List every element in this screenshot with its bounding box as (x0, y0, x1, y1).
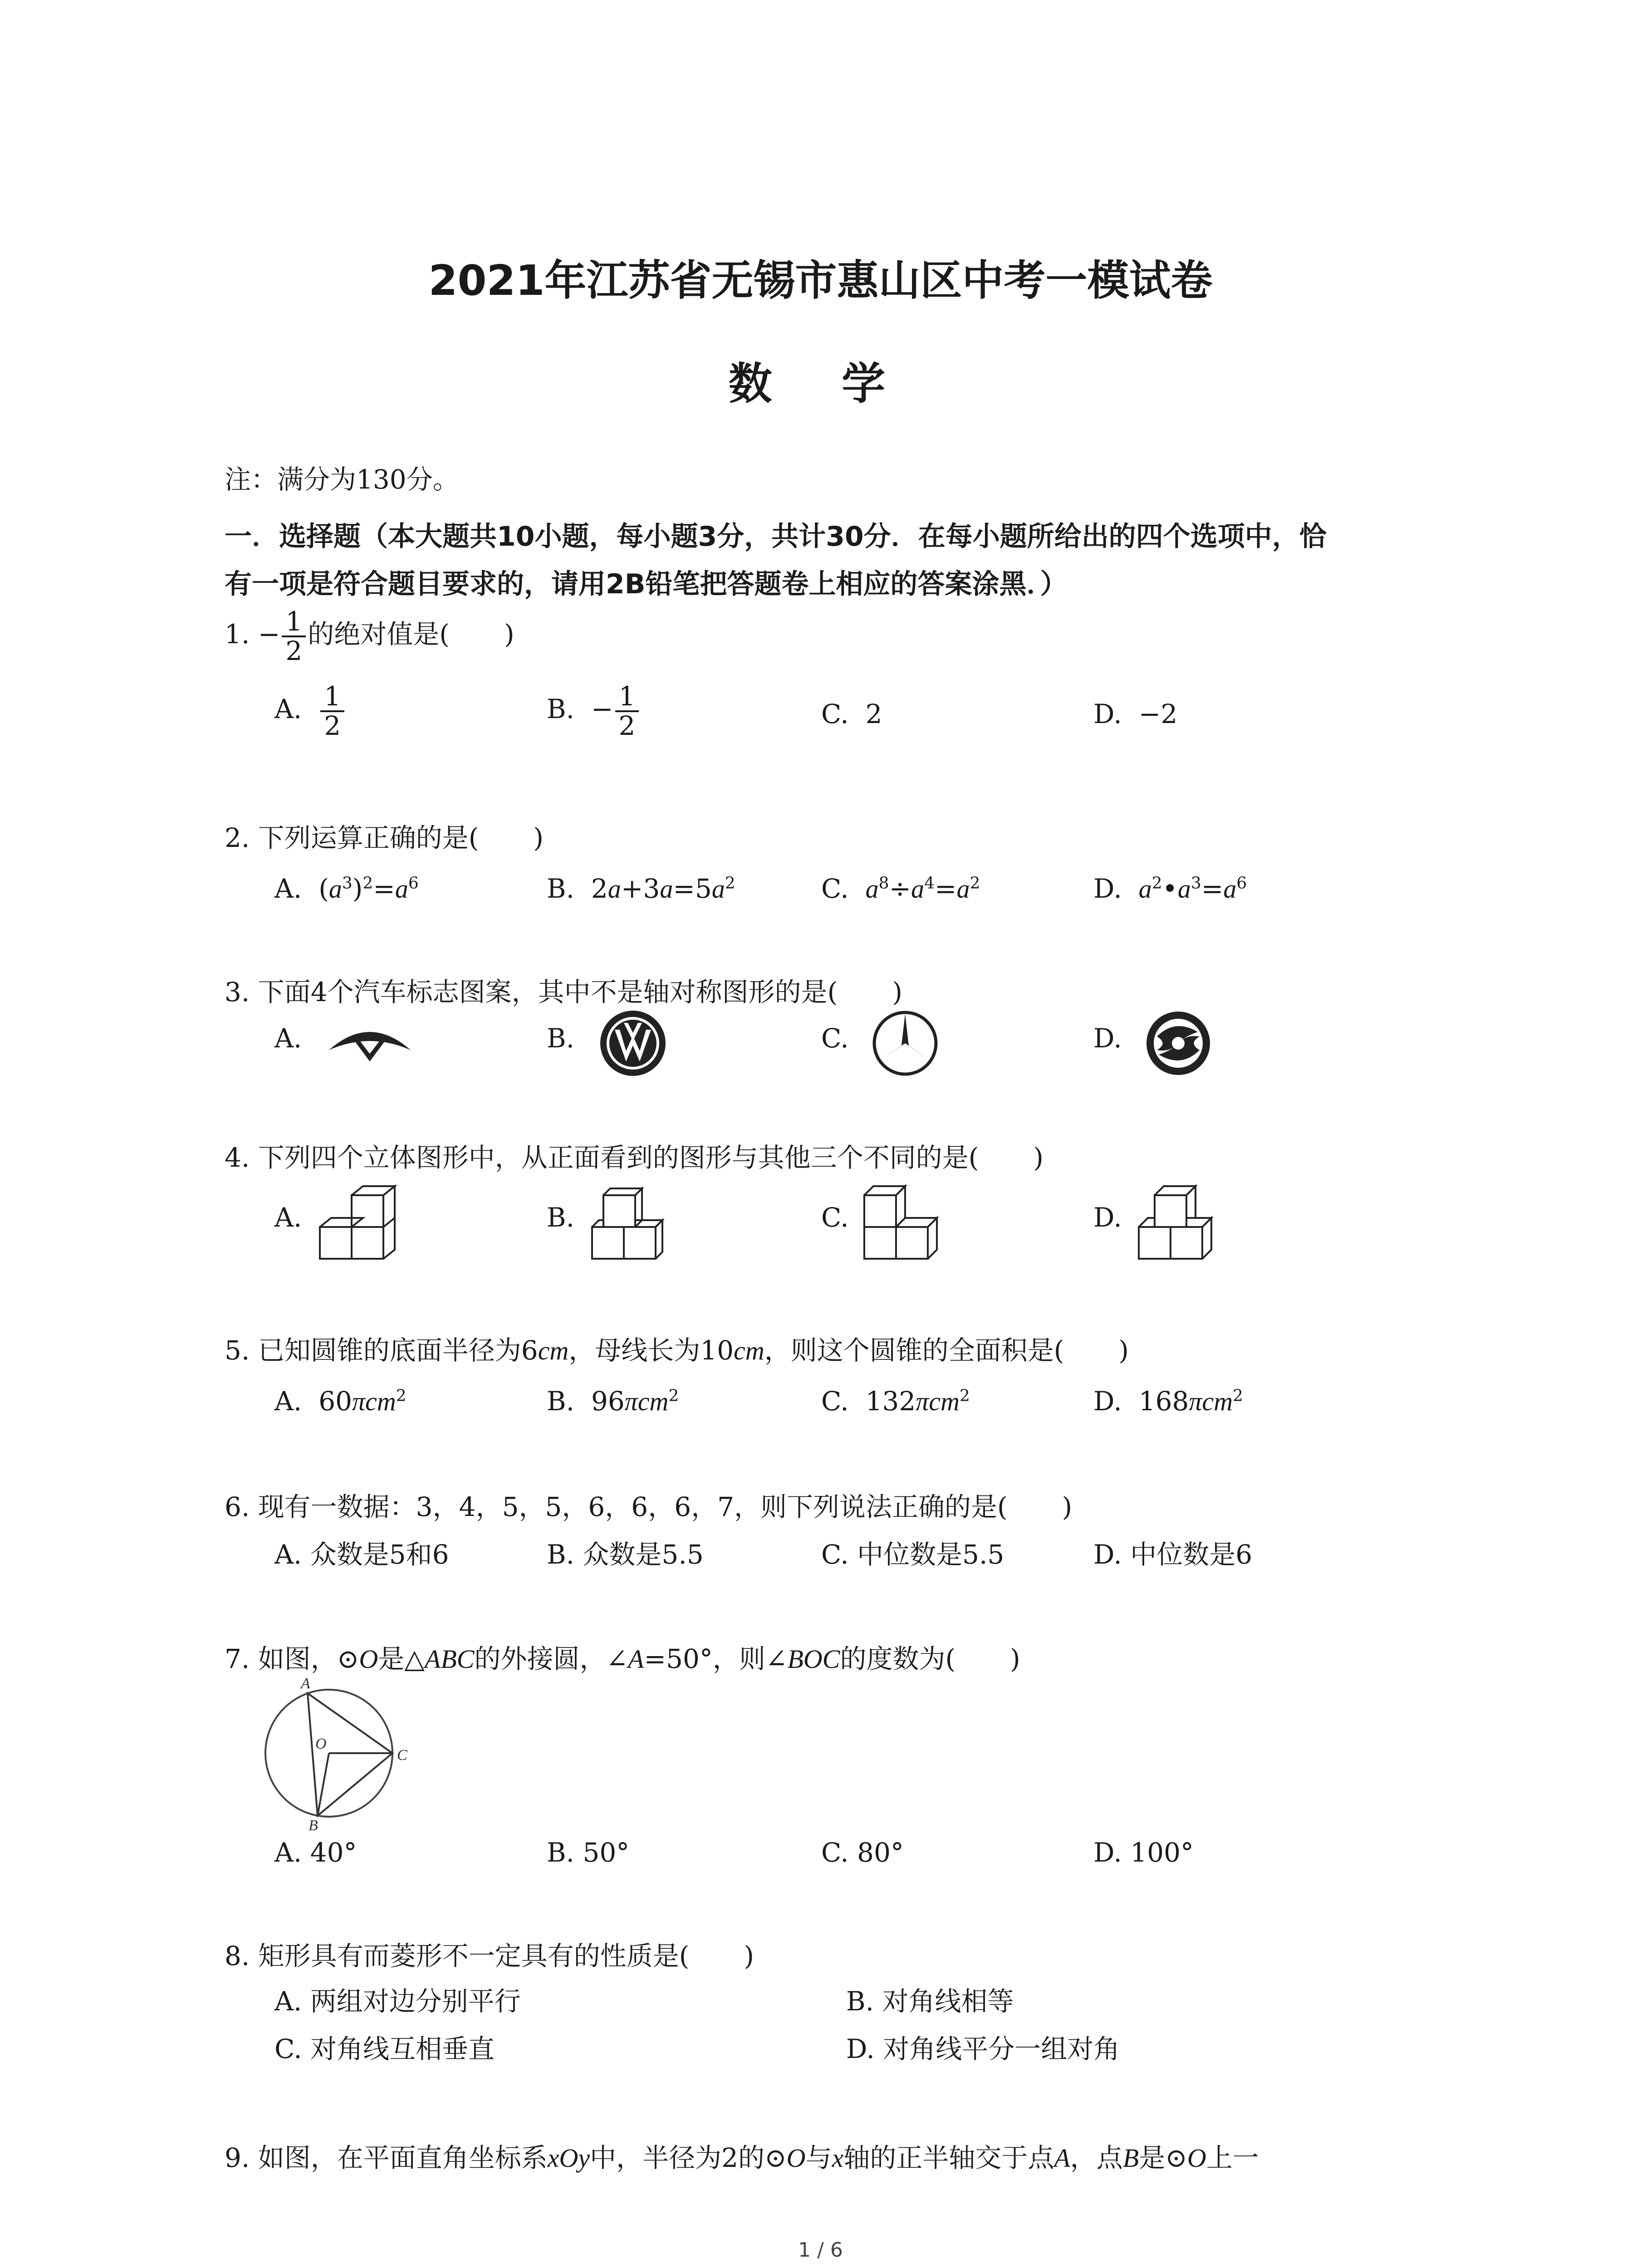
q5-option-c[interactable]: C. 132πcm$^2$ (821, 1386, 970, 1417)
question-1: 1. − $\frac{1}{2}$ 的绝对值是( ) (225, 606, 514, 666)
subject-title: 数 学 (728, 358, 913, 409)
q4-label-d[interactable]: D. (1093, 1202, 1122, 1233)
q7-option-b[interactable]: B. 50° (547, 1837, 630, 1868)
point-o-label: O (315, 1735, 327, 1752)
q6-option-d[interactable]: D. 中位数是6 (1093, 1539, 1253, 1570)
question-4: 4. 下列四个立体图形中，从正面看到的图形与其他三个不同的是( ) (225, 1142, 1044, 1173)
cube-stack-a-icon[interactable] (318, 1170, 422, 1266)
q6-option-c[interactable]: C. 中位数是5.5 (821, 1539, 1004, 1570)
cube-stack-c-icon[interactable] (862, 1170, 962, 1266)
q6-option-a[interactable]: A. 众数是5和6 (274, 1539, 449, 1570)
q5-option-d[interactable]: D. 168πcm$^2$ (1093, 1386, 1244, 1417)
q3-label-c[interactable]: C. (821, 1023, 849, 1054)
section-heading-line2: 有一项是符合题目要求的，请用2B铅笔把答题卷上相应的答案涂黑．） (225, 568, 1068, 600)
circumcircle-figure (261, 1674, 415, 1833)
q1-option-b[interactable]: B. − $\frac{1}{2}$ (547, 683, 641, 740)
q5-option-b[interactable]: B. 96πcm$^2$ (547, 1386, 679, 1417)
point-c-label: C (397, 1747, 407, 1764)
question-3: 3. 下面4个汽车标志图案，其中不是轴对称图形的是( ) (225, 977, 902, 1007)
q2-option-c[interactable]: C. $a^8\div a^4=a^2$ (821, 873, 980, 904)
exam-title: 2021年江苏省无锡市惠山区中考一模试卷 (428, 256, 1213, 305)
page-number: 1 / 6 (798, 2239, 843, 2262)
point-a-label: A (301, 1675, 310, 1692)
q3-label-a[interactable]: A. (274, 1023, 302, 1054)
dongfeng-logo-icon[interactable] (1143, 1009, 1214, 1077)
q4-label-b[interactable]: B. (547, 1202, 575, 1233)
q1-option-a[interactable]: A. $\frac{1}{2}$ (274, 683, 346, 740)
q7-option-d[interactable]: D. 100° (1093, 1837, 1194, 1868)
q7-option-c[interactable]: C. 80° (821, 1837, 904, 1868)
volkswagen-logo-icon[interactable] (599, 1009, 667, 1077)
fraction: $\frac{1}{2}$ (282, 608, 306, 665)
q4-label-a[interactable]: A. (274, 1202, 302, 1233)
question-9: 9. 如图，在平面直角坐标系xOy中，半径为2的⊙O与x轴的正半轴交于点A，点B是⊙O上一 (225, 2142, 1259, 2173)
section-heading-line1: 一．选择题（本大题共10小题，每小题3分，共计30分．在每小题所给出的四个选项中，恰 (225, 521, 1327, 552)
q8-option-c[interactable]: C. 对角线互相垂直 (274, 2033, 495, 2064)
point-b-label: B (309, 1817, 318, 1833)
infiniti-logo-icon[interactable] (327, 1018, 413, 1068)
q2-option-a[interactable]: A. $(a^3)^2=a^6$ (274, 873, 419, 904)
q8-option-d[interactable]: D. 对角线平分一组对角 (846, 2033, 1120, 2064)
score-note: 注：满分为130分。 (225, 464, 459, 495)
q5-option-a[interactable]: A. 60πcm$^2$ (274, 1386, 407, 1417)
question-5: 5. 已知圆锥的底面半径为6cm，母线长为10cm，则这个圆锥的全面积是( ) (225, 1335, 1129, 1366)
q3-label-d[interactable]: D. (1093, 1023, 1122, 1054)
q2-option-b[interactable]: B. $2a+3a=5a^2$ (547, 873, 735, 904)
q8-option-a[interactable]: A. 两组对边分别平行 (274, 1986, 521, 2017)
question-2: 2. 下列运算正确的是( ) (225, 822, 544, 853)
cube-stack-b-icon[interactable] (590, 1170, 681, 1266)
question-7: 7. 如图，⊙O是△ABC的外接圆，∠A=50°，则∠BOC的度数为( ) (225, 1643, 1020, 1674)
question-6: 6. 现有一数据：3，4，5，5，6，6，6，7，则下列说法正确的是( ) (225, 1491, 1073, 1522)
q8-option-b[interactable]: B. 对角线相等 (846, 1986, 1014, 2017)
q1-option-c[interactable]: C. 2 (821, 699, 882, 729)
cube-stack-d-icon[interactable] (1136, 1170, 1241, 1266)
q3-label-b[interactable]: B. (547, 1023, 575, 1054)
q7-option-a[interactable]: A. 40° (274, 1837, 357, 1868)
q1-option-d[interactable]: D. −2 (1093, 699, 1178, 729)
q2-option-d[interactable]: D. $a^2•a^3=a^6$ (1093, 873, 1247, 904)
mercedes-logo-icon[interactable] (871, 1009, 939, 1077)
q6-option-b[interactable]: B. 众数是5.5 (547, 1539, 704, 1570)
question-8: 8. 矩形具有而菱形不一定具有的性质是( ) (225, 1941, 754, 1971)
q4-label-c[interactable]: C. (821, 1202, 849, 1233)
